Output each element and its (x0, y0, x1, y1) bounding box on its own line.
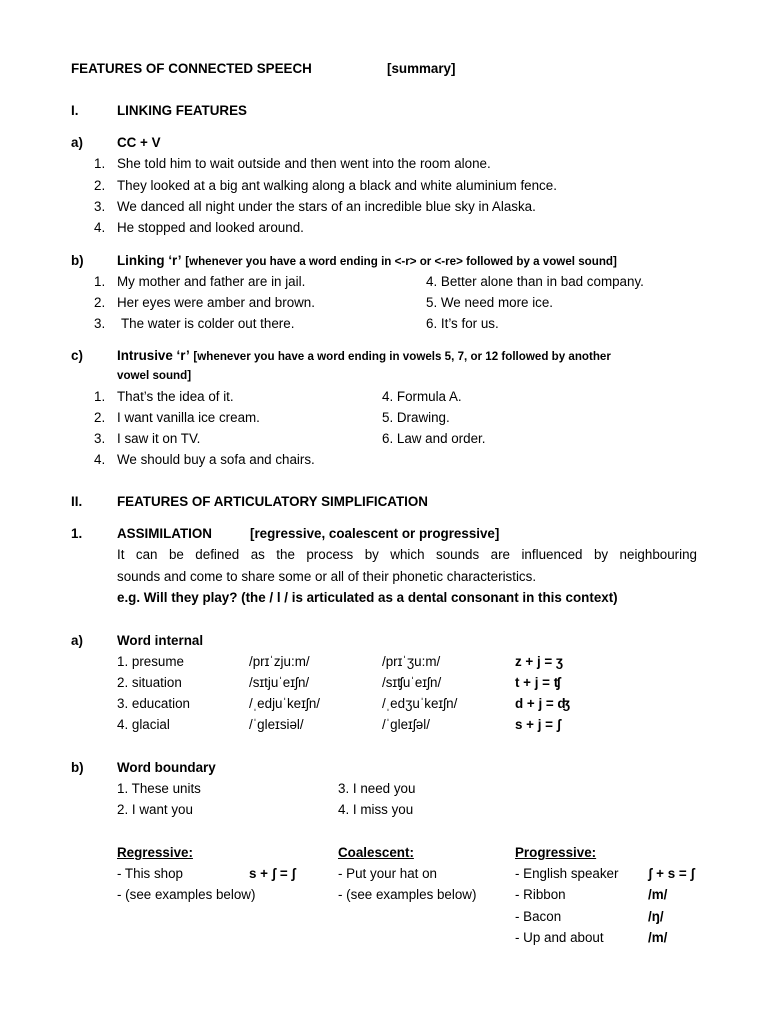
list-item-number: 3. (94, 316, 106, 331)
section-2-heading: FEATURES OF ARTICULATORY SIMPLIFICATION (117, 494, 428, 509)
subsection-c-note: [whenever you have a word ending in vowels 5, 7, or 12 followed by another (193, 350, 611, 363)
subsection-b-heading-line (117, 253, 617, 270)
list-item: 5. Drawing. (382, 410, 450, 425)
coalescent-see-below: - (see examples below) (338, 887, 477, 902)
list-item: I saw it on TV. (117, 431, 201, 446)
list-item-number: 2. (94, 178, 106, 193)
list-item-number: 4. (94, 452, 106, 467)
list-item: 4. I miss you (338, 802, 414, 817)
subsection-c-label: c) (71, 348, 83, 363)
assimilated-cell: /sɪʧuˈeɪʃn/ (382, 675, 442, 690)
list-item: We danced all night under the stars of an incredible blue sky in Alaska. (117, 199, 536, 214)
list-item: They looked at a big ant walking along a black and white aluminium fence. (117, 178, 557, 193)
word-cell: 4. glacial (117, 717, 170, 732)
word-cell: 3. education (117, 696, 190, 711)
word-boundary-heading: Word boundary (117, 760, 216, 775)
word-boundary-label: b) (71, 760, 84, 775)
list-item: She told him to wait outside and then went into the room alone. (117, 156, 491, 171)
list-item-number: 1. (94, 389, 106, 404)
progressive-example: - English speaker (515, 866, 619, 881)
transcription-cell: /ˌedjuˈkeɪʃn/ (249, 696, 321, 711)
list-item: I want vanilla ice cream. (117, 410, 260, 425)
list-item-number: 2. (94, 410, 106, 425)
assimilated-cell: /ˌedʒuˈkeɪʃn/ (382, 696, 458, 711)
list-item-number: 3. (94, 199, 106, 214)
rule-cell: s + j = ʃ (515, 717, 562, 732)
list-item: 2. I want you (117, 802, 193, 817)
section-1-number: I. (71, 103, 79, 118)
progressive-example: - Bacon (515, 909, 562, 924)
progressive-example: - Up and about (515, 930, 604, 945)
subsection-b-label: b) (71, 253, 84, 268)
subsection-b-note: [whenever you have a word ending in <-r> or <-re> followed by a vowel sound] (185, 255, 617, 268)
section-2-number: II. (71, 494, 83, 509)
progressive-rule: /m/ (648, 930, 668, 945)
subsection-c-note-cont: vowel sound] (117, 369, 192, 382)
list-item: 5. We need more ice. (426, 295, 554, 310)
assimilation-example: e.g. Will they play? (the / l / is articulated as a dental consonant in this context) (117, 590, 618, 605)
transcription-cell: /sɪtjuˈeɪʃn/ (249, 675, 310, 690)
coalescent-heading: Coalescent: (338, 845, 414, 860)
coalescent-example: - Put your hat on (338, 866, 437, 881)
list-item: We should buy a sofa and chairs. (117, 452, 315, 467)
transcription-cell: /prɪˈzju:m/ (249, 654, 310, 669)
list-item-number: 1. (94, 156, 106, 171)
list-item: My mother and father are in jail. (117, 274, 306, 289)
word-internal-heading: Word internal (117, 633, 204, 648)
assimilated-cell: /prɪˈʒu:m/ (382, 654, 441, 669)
rule-cell: z + j = ʒ (515, 654, 563, 669)
transcription-cell: /ˈgleɪsiəl/ (249, 717, 304, 732)
progressive-example: - Ribbon (515, 887, 566, 902)
list-item-number: 1. (94, 274, 106, 289)
progressive-rule: /m/ (648, 887, 668, 902)
assimilation-definition-line-1: It can be defined as the process by which sounds are influenced by neighbouring (117, 547, 697, 562)
subsection-c-heading: Intrusive ‘r’ (117, 348, 190, 363)
assimilation-definition-line-2: sounds and come to share some or all of their phonetic characteristics. (117, 569, 537, 584)
word-cell: 2. situation (117, 675, 182, 690)
subsection-c-heading-line (117, 348, 611, 365)
assimilation-tag: [regressive, coalescent or progressive] (250, 526, 500, 541)
list-item: 4. Formula A. (382, 389, 462, 404)
title-tag: [summary] (387, 61, 456, 76)
subsection-a-heading: CC + V (117, 135, 161, 150)
list-item: 6. Law and order. (382, 431, 486, 446)
rule-cell: d + j = ʤ (515, 696, 571, 711)
list-item: 1. These units (117, 781, 201, 796)
subsection-b-heading: Linking ‘r’ (117, 253, 182, 268)
word-cell: 1. presume (117, 654, 184, 669)
list-item-number: 2. (94, 295, 106, 310)
subsection-a-label: a) (71, 135, 83, 150)
regressive-example: - This shop (117, 866, 183, 881)
assimilated-cell: /ˈgleɪʃəl/ (382, 717, 430, 732)
progressive-rule: /ŋ/ (648, 909, 664, 924)
rule-cell: t + j = ʧ (515, 675, 561, 690)
list-item: 4. Better alone than in bad company. (426, 274, 644, 289)
assimilation-heading: ASSIMILATION (117, 526, 212, 541)
list-item-number: 3. (94, 431, 106, 446)
regressive-see-below: - (see examples below) (117, 887, 256, 902)
list-item: That’s the idea of it. (117, 389, 234, 404)
progressive-rule: ʃ + s = ʃ (648, 866, 695, 881)
list-item-number: 4. (94, 220, 106, 235)
list-item: Her eyes were amber and brown. (117, 295, 315, 310)
assimilation-number: 1. (71, 526, 83, 541)
list-item: He stopped and looked around. (117, 220, 304, 235)
progressive-heading: Progressive: (515, 845, 597, 860)
page-title: FEATURES OF CONNECTED SPEECH (71, 61, 312, 76)
regressive-heading: Regressive: (117, 845, 193, 860)
regressive-rule: s + ʃ = ʃ (249, 866, 296, 881)
word-internal-label: a) (71, 633, 83, 648)
list-item: The water is colder out there. (121, 316, 295, 331)
list-item: 3. I need you (338, 781, 416, 796)
list-item: 6. It’s for us. (426, 316, 499, 331)
section-1-heading: LINKING FEATURES (117, 103, 247, 118)
